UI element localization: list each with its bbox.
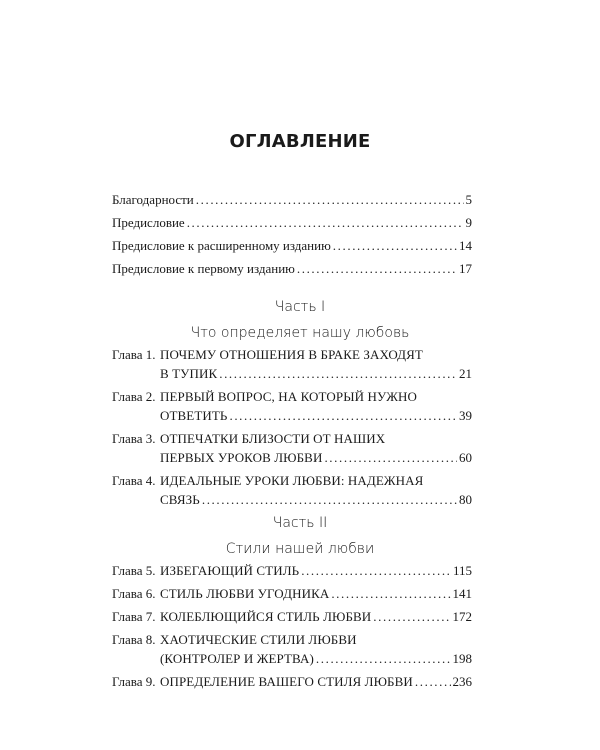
chapter-entry[interactable] [112,471,472,509]
toc-entry[interactable] [112,259,472,278]
chapter-entry[interactable] [112,630,472,668]
dot-leader [415,672,451,691]
dot-leader [324,448,457,467]
page-title: ОГЛАВЛЕНИЕ [229,131,371,152]
chapter-page: 141 [452,586,472,601]
part-name: Стили нашей любви [225,541,375,557]
part-number: Часть I [274,299,326,315]
dot-leader [301,561,451,580]
part-number: Часть II [272,515,328,531]
chapter-number: Глава 9. [112,674,156,689]
chapter-page: 39 [459,408,472,423]
chapter-title-line: ОТПЕЧАТКИ БЛИЗОСТИ ОТ НАШИХ [160,431,386,446]
dot-leader [316,649,451,668]
chapter-title-line: СВЯЗЬ [160,492,200,507]
dot-leader [219,364,457,383]
chapter-title-line: КОЛЕБЛЮЩИЙСЯ СТИЛЬ ЛЮБВИ [160,609,372,624]
toc-entry-page: 5 [465,192,472,207]
chapter-number: Глава 6. [112,586,156,601]
toc-entry-label: Предисловие к первому изданию [112,261,295,276]
part-2-chapter-list [112,561,472,695]
chapter-number: Глава 3. [112,431,156,446]
chapter-entry[interactable] [112,584,472,603]
chapter-title-line: В ТУПИК [160,366,218,381]
chapter-title-line: СТИЛЬ ЛЮБВИ УГОДНИКА [160,586,330,601]
dot-leader [373,607,450,626]
part-name: Что определяет нашу любовь [190,325,410,341]
chapter-number: Глава 5. [112,563,156,578]
chapter-title-line: ИДЕАЛЬНЫЕ УРОКИ ЛЮБВИ: НАДЕЖНАЯ [160,473,424,488]
chapter-title-line: (КОНТРОЛЕР И ЖЕРТВА) [160,651,314,666]
chapter-number: Глава 2. [112,389,156,404]
dot-leader [297,259,457,278]
dot-leader [229,406,457,425]
toc-entry[interactable] [112,236,472,255]
chapter-title-line: ОТВЕТИТЬ [160,408,228,423]
dot-leader [187,213,464,232]
toc-entry-page: 9 [465,215,472,230]
part-2-heading [0,513,600,559]
toc-entry[interactable] [112,190,472,209]
chapter-entry[interactable] [112,345,472,383]
toc-entry-label: Предисловие к расширенному изданию [112,238,331,253]
front-matter-list [112,190,472,282]
chapter-number: Глава 4. [112,473,156,488]
dot-leader [333,236,457,255]
chapter-entry[interactable] [112,672,472,691]
chapter-number: Глава 7. [112,609,156,624]
chapter-page: 236 [452,674,472,689]
dot-leader [196,190,464,209]
chapter-entry[interactable] [112,607,472,626]
chapter-number: Глава 1. [112,347,156,362]
toc-entry-label: Предисловие [112,215,185,230]
chapter-title-line: ПЕРВЫХ УРОКОВ ЛЮБВИ [160,450,323,465]
chapter-page: 172 [452,609,472,624]
chapter-page: 198 [452,651,472,666]
toc-entry-page: 14 [459,238,472,253]
chapter-page: 60 [459,450,472,465]
chapter-page: 80 [459,492,472,507]
dot-leader [331,584,450,603]
toc-entry-label: Благодарности [112,192,194,207]
part-1-chapter-list [112,345,472,513]
dot-leader [202,490,457,509]
chapter-page: 115 [452,563,472,578]
chapter-title-line: ИЗБЕГАЮЩИЙ СТИЛЬ [160,563,300,578]
chapter-entry[interactable] [112,387,472,425]
chapter-page: 21 [459,366,472,381]
chapter-title-line: ПОЧЕМУ ОТНОШЕНИЯ В БРАКЕ ЗАХОДЯТ [160,347,423,362]
chapter-entry[interactable] [112,429,472,467]
chapter-title-line: ПЕРВЫЙ ВОПРОС, НА КОТОРЫЙ НУЖНО [160,389,417,404]
part-1-heading [0,297,600,343]
toc-entry[interactable] [112,213,472,232]
chapter-title-line: ХАОТИЧЕСКИЕ СТИЛИ ЛЮБВИ [160,632,357,647]
toc-entry-page: 17 [459,261,472,276]
chapter-number: Глава 8. [112,632,156,647]
chapter-title-line: ОПРЕДЕЛЕНИЕ ВАШЕГО СТИЛЯ ЛЮБВИ [160,674,413,689]
chapter-entry[interactable] [112,561,472,580]
